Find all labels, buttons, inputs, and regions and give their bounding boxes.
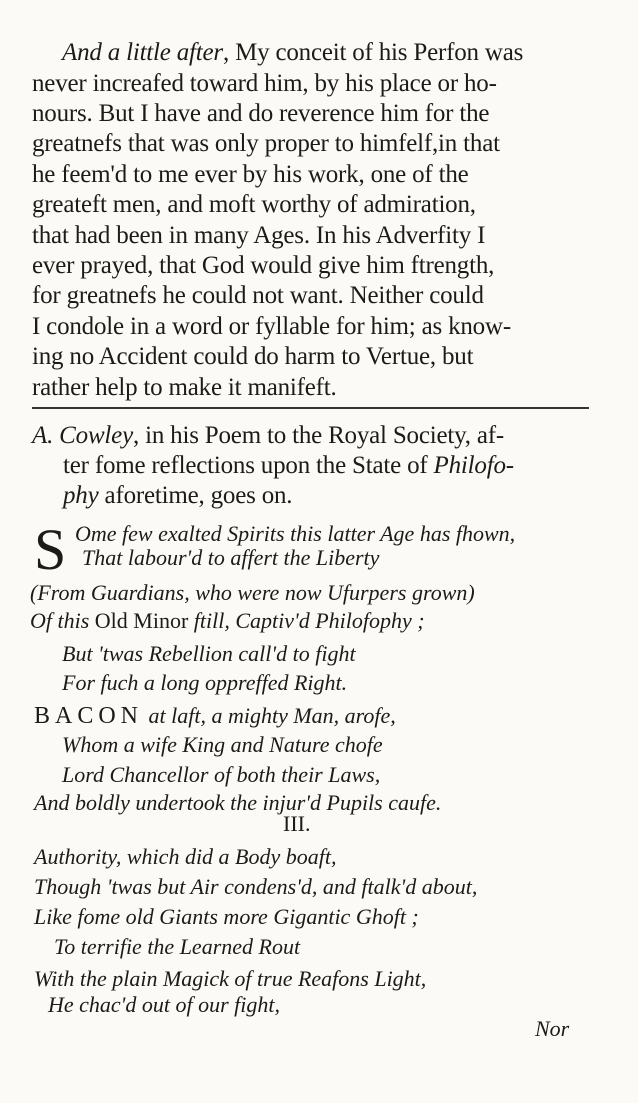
text-run: ever prayed, that God would give him ftrength,	[32, 252, 495, 279]
note-line	[63, 483, 292, 508]
section-rule	[32, 407, 589, 409]
verse-line	[62, 734, 383, 756]
prose-line	[32, 314, 511, 339]
text-run: And boldly undertook the injur'd Pupils caufe.	[34, 790, 442, 815]
stanza-number: III.	[283, 811, 311, 836]
text-run: And a little after	[62, 39, 223, 66]
text-run: ter fome reflections upon the State of	[63, 452, 434, 479]
text-run: For fuch a long oppreffed Right.	[62, 670, 348, 695]
text-run: greateft men, and moft worthy of admiration,	[32, 191, 476, 218]
verse2-line	[34, 846, 336, 868]
prose-line	[32, 71, 497, 96]
prose-line	[32, 192, 476, 217]
prose-line	[32, 283, 484, 308]
text-run: Authority, which did a Body boaft,	[34, 844, 337, 869]
verse-line	[30, 582, 475, 604]
text-run: , in his Poem to the Royal Society, af-	[132, 422, 505, 449]
verse2-line	[48, 994, 280, 1016]
verse-line	[75, 523, 515, 545]
text-run: Ome few exalted Spirits this latter Age has fhown,	[75, 521, 516, 546]
text-run: Old	[94, 608, 128, 633]
text-run: for greatnefs he could not want. Neither could	[32, 282, 484, 309]
text-run: at laft, a mighty Man, arofe,	[143, 703, 396, 728]
verse2-line	[34, 906, 419, 928]
prose-line	[32, 344, 473, 369]
text-run: I condole in a word or fyllable for him; as know-	[32, 313, 511, 340]
text-run: Though 'twas but Air condens'd, and ftalk'd about,	[34, 874, 478, 899]
text-run: With the plain Magick of true Reafons Light,	[34, 966, 427, 991]
prose-line	[32, 162, 469, 187]
text-run: nours. But I have and do reverence him for the	[32, 100, 490, 127]
text-run: Whom a wife King and Nature chofe	[62, 732, 383, 757]
text-run: Of this	[30, 608, 95, 633]
text-run: that had been in many Ages. In his Adverfity I	[32, 222, 486, 249]
text-run: (From Guardians, who were now Ufurpers grown)	[30, 580, 475, 605]
prose-line	[32, 101, 489, 126]
text-run: Philofo-	[433, 452, 514, 479]
prose-line	[62, 40, 523, 65]
verse2-line	[34, 876, 477, 898]
text-run: he feem'd to me ever by his work, one of the	[32, 161, 469, 188]
drop-cap: S	[34, 517, 67, 582]
prose-line	[32, 253, 494, 278]
verse-line	[82, 547, 379, 569]
text-run: Lord Chancellor of both their Laws,	[62, 762, 381, 787]
verse-line	[34, 792, 441, 814]
text-run: A. Cowley	[32, 422, 133, 449]
verse-line	[34, 704, 396, 728]
prose-line	[32, 131, 500, 156]
verse-line	[62, 672, 347, 694]
text-run: Like fome old Giants more Gigantic Ghoft ;	[34, 904, 419, 929]
prose-line	[32, 223, 485, 248]
text-run: BACON	[34, 703, 144, 729]
verse-line	[30, 610, 425, 632]
text-run: But 'twas Rebellion call'd to fight	[62, 641, 356, 666]
text-run: greatnefs that was only proper to himfelf,in that	[32, 130, 500, 157]
catchword: Nor	[535, 1016, 570, 1041]
verse-line	[62, 764, 380, 786]
text-run: never increafed toward him, by his place or ho-	[32, 70, 497, 97]
note-line	[63, 453, 514, 478]
verse2-line	[54, 936, 300, 958]
text-run: phy	[63, 482, 99, 509]
text-run: He chac'd out of our fight,	[48, 992, 281, 1017]
text-run: aforetime, goes on.	[98, 482, 293, 509]
text-run: To terrifie the Learned Rout	[54, 934, 301, 959]
text-run: rather help to make it manifeft.	[32, 374, 337, 401]
text-run: ftill, Captiv'd Philofophy ;	[188, 608, 425, 633]
note-line	[32, 423, 504, 448]
verse2-line	[34, 968, 426, 990]
prose-line	[32, 375, 337, 400]
text-run: That labour'd to affert the Liberty	[82, 545, 380, 570]
text-run: Minor	[127, 608, 189, 633]
text-run: ing no Accident could do harm to Vertue, but	[32, 343, 474, 370]
verse-line	[62, 643, 356, 665]
text-run: , My conceit of his Perfon was	[222, 39, 524, 66]
